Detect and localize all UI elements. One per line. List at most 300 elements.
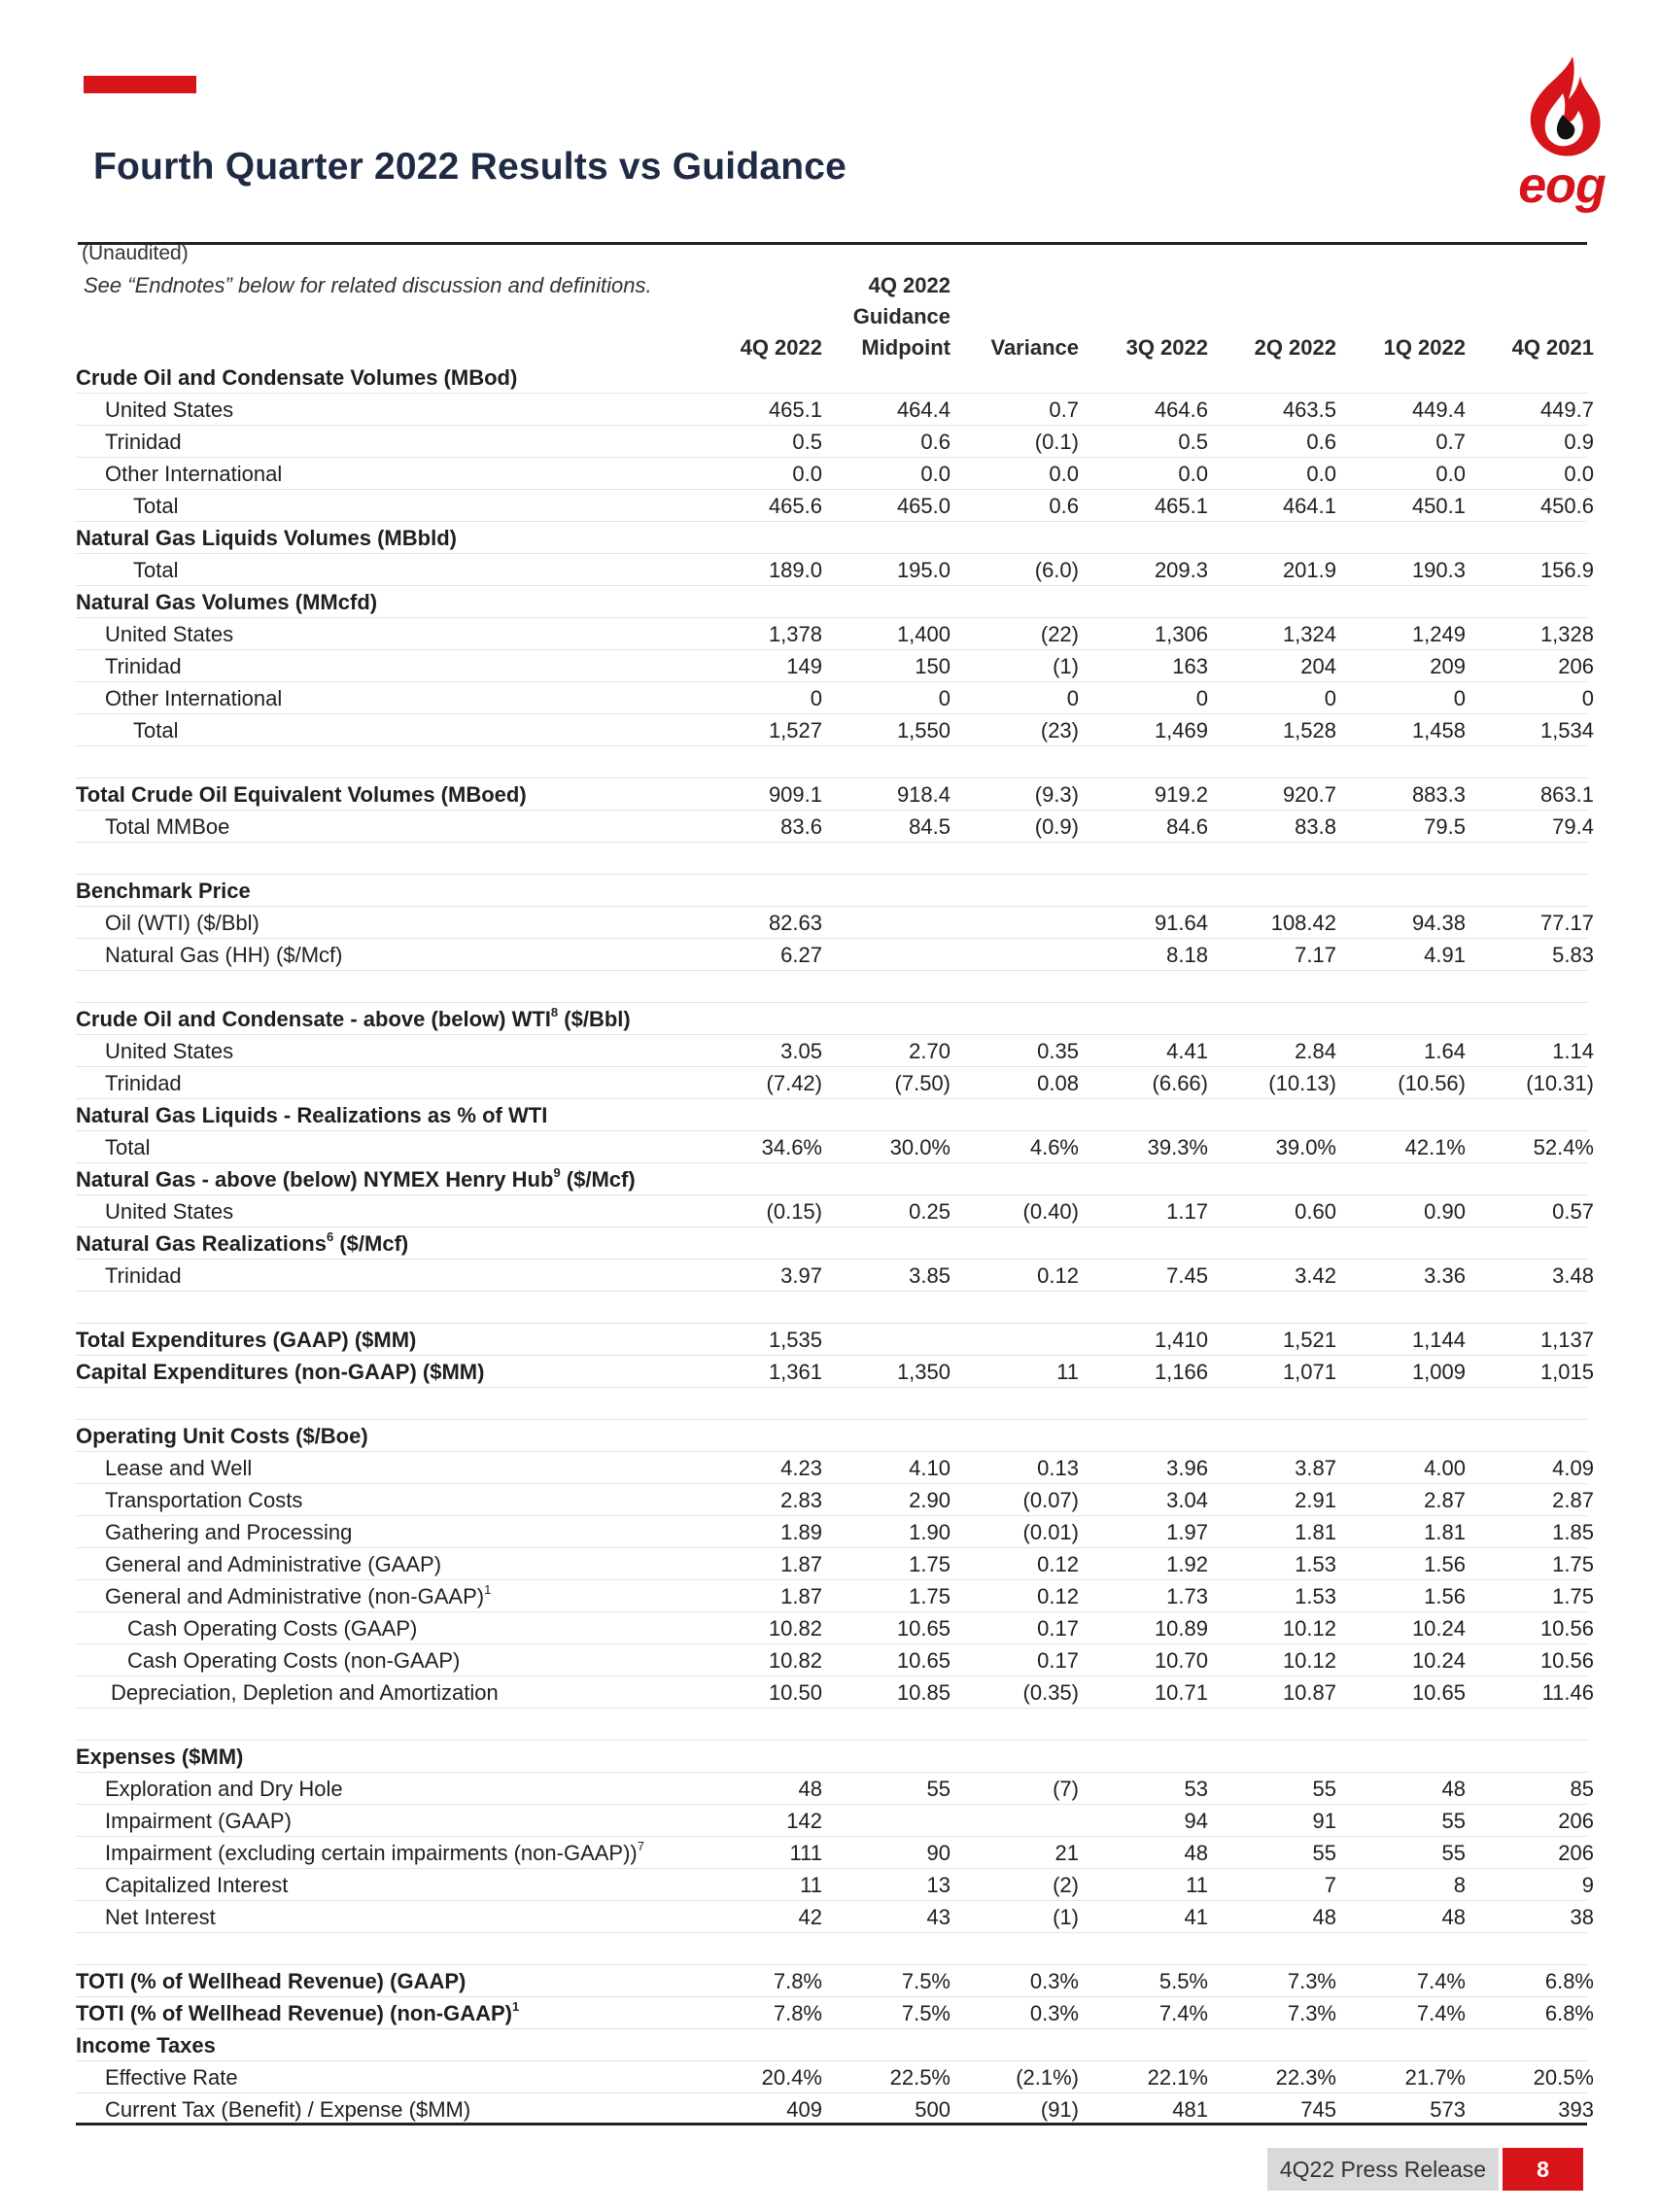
table-cell: 1,521 xyxy=(1282,1328,1336,1352)
table-cell: 156.9 xyxy=(1539,558,1594,582)
row-label xyxy=(105,1777,343,1802)
row-label xyxy=(105,622,233,647)
row-label-text: Natural Gas - above (below) NYMEX Henry Hub xyxy=(76,1167,554,1192)
table-cell: 83.8 xyxy=(1295,814,1336,839)
table-cell: (1) xyxy=(1053,654,1079,678)
table-cell: 0.13 xyxy=(1037,1456,1079,1480)
section-row xyxy=(76,1227,1587,1260)
row-label xyxy=(76,1424,368,1449)
row-label-text: Natural Gas Volumes (MMcfd) xyxy=(76,590,378,614)
table-cell: 0.60 xyxy=(1295,1199,1336,1224)
table-row xyxy=(76,714,1594,746)
row-label-text: TOTI (% of Wellhead Revenue) (non-GAAP) xyxy=(76,2001,512,2025)
table-cell: 0.5 xyxy=(1178,430,1208,454)
row-label-text: Total xyxy=(133,494,179,518)
row-label-text: Impairment (excluding certain impairments (non-GAAP)) xyxy=(105,1841,638,1865)
row-label xyxy=(127,1648,460,1674)
table-cell: 2.87 xyxy=(1424,1488,1466,1512)
row-label-text: Natural Gas Realizations xyxy=(76,1231,327,1256)
row-label-text: Capitalized Interest xyxy=(105,1873,289,1897)
row-label-text: Oil (WTI) ($/Bbl) xyxy=(105,911,259,935)
table-cell: 55 xyxy=(926,1777,950,1801)
row-label-text: Cash Operating Costs (non-GAAP) xyxy=(127,1648,461,1673)
row-label-text: Crude Oil and Condensate Volumes (MBod) xyxy=(76,365,518,390)
table-cell: 55 xyxy=(1312,1841,1336,1865)
table-cell: 1.90 xyxy=(909,1520,950,1544)
table-cell: 0.12 xyxy=(1037,1552,1079,1576)
table-row xyxy=(76,1773,1594,1805)
row-label xyxy=(105,397,233,423)
table-cell: 0 xyxy=(1453,686,1466,710)
table-cell: 10.70 xyxy=(1154,1648,1208,1673)
spacer-row xyxy=(76,746,1587,778)
row-label xyxy=(105,911,259,936)
table-cell: 48 xyxy=(1184,1841,1208,1865)
table-cell: 745 xyxy=(1300,2097,1336,2122)
table-cell: 38 xyxy=(1570,1905,1594,1929)
table-cell: 4.09 xyxy=(1552,1456,1594,1480)
table-row xyxy=(76,1484,1594,1516)
row-label xyxy=(105,1584,491,1609)
table-cell: 1.73 xyxy=(1166,1584,1208,1608)
table-cell: 0.17 xyxy=(1037,1648,1079,1673)
column-header: 4Q 2022 xyxy=(740,335,822,360)
row-label xyxy=(105,1199,233,1225)
column-header: 4Q 2022 Guidance Midpoint xyxy=(852,273,950,360)
row-label xyxy=(76,365,517,391)
table-cell: (22) xyxy=(1040,622,1079,646)
table-cell: 7.5% xyxy=(901,2001,950,2025)
table-cell: 10.82 xyxy=(768,1616,822,1641)
row-label-text: Gathering and Processing xyxy=(105,1520,353,1544)
table-cell: 0.57 xyxy=(1552,1199,1594,1224)
table-cell: 0 xyxy=(1195,686,1208,710)
logo-text: eog xyxy=(1518,157,1606,214)
results-table xyxy=(76,362,1594,2126)
row-label xyxy=(105,814,229,840)
column-header: 1Q 2022 xyxy=(1383,335,1466,360)
table-cell: 0.6 xyxy=(1049,494,1079,518)
row-label-text: United States xyxy=(105,1039,234,1063)
table-cell: 0.0 xyxy=(792,462,822,486)
table-cell: 0.25 xyxy=(909,1199,950,1224)
table-cell: 21 xyxy=(1054,1841,1079,1865)
table-cell: 206 xyxy=(1558,1841,1594,1865)
table-cell: 1,350 xyxy=(896,1360,950,1384)
table-cell: 206 xyxy=(1558,654,1594,678)
table-cell: 3.87 xyxy=(1295,1456,1336,1480)
section-row xyxy=(76,522,1587,554)
section-row xyxy=(76,2029,1587,2061)
column-header: 3Q 2022 xyxy=(1125,335,1208,360)
table-cell: 52.4% xyxy=(1533,1135,1594,1159)
table-cell: 0.0 xyxy=(1435,462,1466,486)
section-row xyxy=(76,1420,1587,1452)
table-cell: 919.2 xyxy=(1154,782,1208,807)
table-cell: 0.17 xyxy=(1037,1616,1079,1641)
table-cell: 465.6 xyxy=(768,494,822,518)
table-row xyxy=(76,2061,1594,2093)
row-label xyxy=(105,2065,238,2091)
table-cell: 111 xyxy=(789,1841,822,1865)
table-cell: 7.3% xyxy=(1287,2001,1336,2025)
table-row xyxy=(76,1452,1594,1484)
table-cell: 3.97 xyxy=(780,1263,822,1288)
row-label-text: Benchmark Price xyxy=(76,879,251,903)
spacer-row xyxy=(76,1292,1587,1324)
row-label-text: Depreciation, Depletion and Amortization xyxy=(111,1680,499,1705)
press-release-tag: 4Q22 Press Release xyxy=(1267,2148,1499,2191)
table-cell: 0.0 xyxy=(1178,462,1208,486)
row-label xyxy=(76,1969,466,1994)
table-cell: 863.1 xyxy=(1539,782,1594,807)
table-cell: (7) xyxy=(1053,1777,1079,1801)
row-label-text: Total xyxy=(133,558,179,582)
column-header: 2Q 2022 xyxy=(1254,335,1336,360)
endnote-marker: 8 xyxy=(550,1005,559,1020)
table-cell: 3.42 xyxy=(1295,1263,1336,1288)
table-row xyxy=(76,1901,1594,1933)
table-cell: 465.1 xyxy=(1154,494,1208,518)
table-cell: 1.75 xyxy=(909,1552,950,1576)
section-row xyxy=(76,362,1587,394)
table-cell: 91.64 xyxy=(1154,911,1208,935)
table-cell: 201.9 xyxy=(1282,558,1336,582)
table-cell: 79.4 xyxy=(1552,814,1594,839)
table-cell: 206 xyxy=(1558,1809,1594,1833)
table-cell: 0.3% xyxy=(1029,1969,1079,1993)
table-cell: 481 xyxy=(1172,2097,1208,2122)
table-cell: 55 xyxy=(1312,1777,1336,1801)
table-cell: 48 xyxy=(1441,1777,1466,1801)
table-cell: 189.0 xyxy=(768,558,822,582)
table-cell: (0.07) xyxy=(1022,1488,1079,1512)
section-row xyxy=(76,1324,1594,1356)
table-cell: 464.4 xyxy=(896,397,950,422)
row-label-text: Natural Gas (HH) ($/Mcf) xyxy=(105,943,343,967)
row-label-text: Natural Gas Liquids - Realizations as % of WTI xyxy=(76,1103,548,1127)
row-label-text: Total Expenditures (GAAP) ($MM) xyxy=(76,1328,417,1352)
table-cell: 11 xyxy=(1056,1360,1079,1384)
row-label-text: TOTI (% of Wellhead Revenue) (GAAP) xyxy=(76,1969,467,1993)
table-cell: 1.56 xyxy=(1424,1584,1466,1608)
table-cell: 34.6% xyxy=(761,1135,822,1159)
table-cell: 1.64 xyxy=(1424,1039,1466,1063)
table-cell: 0.35 xyxy=(1037,1039,1079,1063)
row-label-text: Cash Operating Costs (GAAP) xyxy=(127,1616,418,1641)
table-cell: 1.87 xyxy=(780,1552,822,1576)
table-cell: 48 xyxy=(798,1777,822,1801)
table-cell: 409 xyxy=(786,2097,822,2122)
spacer-row xyxy=(76,843,1587,875)
row-label xyxy=(105,1552,441,1577)
table-cell: 149 xyxy=(786,654,822,678)
table-cell: (10.31) xyxy=(1526,1071,1594,1095)
table-cell: 7.45 xyxy=(1166,1263,1208,1288)
table-cell: 209.3 xyxy=(1154,558,1208,582)
table-row xyxy=(76,1676,1594,1709)
row-label-text: Income Taxes xyxy=(76,2033,216,2057)
table-cell: 393 xyxy=(1558,2097,1594,2122)
table-cell: 10.65 xyxy=(1411,1680,1466,1705)
row-label-text: Trinidad xyxy=(105,430,182,454)
table-cell: 10.12 xyxy=(1282,1648,1336,1673)
table-cell: 150 xyxy=(915,654,950,678)
table-cell: (0.1) xyxy=(1034,430,1079,454)
table-cell: 465.1 xyxy=(768,397,822,422)
row-label-text: Net Interest xyxy=(105,1905,216,1929)
table-cell: 6.27 xyxy=(780,943,822,967)
table-cell: 1,378 xyxy=(768,622,822,646)
row-label xyxy=(133,718,178,743)
table-row xyxy=(76,1805,1594,1837)
table-cell: 3.85 xyxy=(909,1263,950,1288)
table-cell: 91 xyxy=(1312,1809,1336,1833)
table-cell: 0.9 xyxy=(1564,430,1594,454)
table-cell: 464.6 xyxy=(1154,397,1208,422)
table-cell: 10.87 xyxy=(1282,1680,1336,1705)
endnote-marker: 7 xyxy=(637,1839,644,1853)
table-cell: (9.3) xyxy=(1034,782,1079,807)
table-cell: 10.56 xyxy=(1539,1616,1594,1641)
table-cell: (10.13) xyxy=(1268,1071,1336,1095)
table-cell: 1,166 xyxy=(1154,1360,1208,1384)
table-cell: 7 xyxy=(1324,1873,1336,1897)
table-cell: 41 xyxy=(1184,1905,1208,1929)
table-cell: 0 xyxy=(938,686,950,710)
row-label xyxy=(105,686,282,711)
table-cell: (23) xyxy=(1040,718,1079,743)
table-cell: 11.46 xyxy=(1541,1680,1594,1705)
table-cell: 10.71 xyxy=(1154,1680,1208,1705)
table-cell: 94 xyxy=(1184,1809,1208,1833)
table-cell: 500 xyxy=(915,2097,950,2122)
row-label xyxy=(76,1745,243,1770)
table-cell: 2.87 xyxy=(1552,1488,1594,1512)
row-label-text: Total Crude Oil Equivalent Volumes (MBoed) xyxy=(76,782,527,807)
row-label xyxy=(76,1328,416,1353)
table-cell: 450.1 xyxy=(1411,494,1466,518)
table-cell: 0 xyxy=(810,686,822,710)
row-label-text: United States xyxy=(105,1199,234,1224)
page-number: 8 xyxy=(1503,2148,1583,2191)
table-row xyxy=(76,907,1594,939)
table-row xyxy=(76,811,1594,843)
table-cell: 1,137 xyxy=(1539,1328,1594,1352)
table-cell: 573 xyxy=(1430,2097,1466,2122)
table-cell: 450.6 xyxy=(1539,494,1594,518)
table-row xyxy=(76,1837,1594,1869)
table-cell: 10.65 xyxy=(896,1616,950,1641)
table-cell: 0.0 xyxy=(1306,462,1336,486)
table-cell: 195.0 xyxy=(896,558,950,582)
table-cell: 3.36 xyxy=(1424,1263,1466,1288)
section-row xyxy=(76,1003,1587,1035)
row-label-text: Current Tax (Benefit) / Expense ($MM) xyxy=(105,2097,471,2122)
table-cell: 4.91 xyxy=(1424,943,1466,967)
table-cell: 0.90 xyxy=(1424,1199,1466,1224)
table-cell: 920.7 xyxy=(1282,782,1336,807)
endnote-marker: 9 xyxy=(553,1165,561,1180)
table-cell: 209 xyxy=(1430,654,1466,678)
section-row xyxy=(76,1099,1587,1131)
table-cell: 1,410 xyxy=(1154,1328,1208,1352)
row-label xyxy=(76,1007,631,1032)
table-row xyxy=(76,1644,1594,1676)
unaudited-label: (Unaudited) xyxy=(82,242,189,264)
table-cell: 1,527 xyxy=(768,718,822,743)
row-label xyxy=(127,1616,417,1642)
table-cell: 1,328 xyxy=(1539,622,1594,646)
endnote-marker: 6 xyxy=(326,1229,334,1244)
table-row xyxy=(76,1195,1594,1227)
table-cell: (0.15) xyxy=(766,1199,822,1224)
spacer-row xyxy=(76,1709,1587,1741)
table-cell: 1.75 xyxy=(1552,1552,1594,1576)
table-cell: 883.3 xyxy=(1411,782,1466,807)
table-row xyxy=(76,1260,1594,1292)
table-cell: 84.6 xyxy=(1166,814,1208,839)
table-cell: 22.3% xyxy=(1275,2065,1336,2090)
table-cell: 4.00 xyxy=(1424,1456,1466,1480)
row-label-text: Other International xyxy=(105,462,283,486)
table-cell: 1.17 xyxy=(1166,1199,1208,1224)
section-row xyxy=(76,1163,1587,1195)
row-label-text: United States xyxy=(105,622,234,646)
table-cell: 3.48 xyxy=(1552,1263,1594,1288)
table-cell: 90 xyxy=(926,1841,950,1865)
table-cell: (2) xyxy=(1053,1873,1079,1897)
table-cell: 8.18 xyxy=(1166,943,1208,967)
table-cell: 0 xyxy=(1324,686,1336,710)
row-label-text: Total xyxy=(133,718,179,743)
row-label-text: General and Administrative (GAAP) xyxy=(105,1552,442,1576)
table-cell: 1,015 xyxy=(1539,1360,1594,1384)
table-row xyxy=(76,1869,1594,1901)
row-label-text: Capital Expenditures (non-GAAP) ($MM) xyxy=(76,1360,485,1384)
row-label-suffix: ($/Mcf) xyxy=(560,1167,636,1192)
row-label-text: Trinidad xyxy=(105,1263,182,1288)
row-label xyxy=(133,494,178,519)
table-cell: 42 xyxy=(798,1905,822,1929)
table-row xyxy=(76,1131,1594,1163)
spacer-row xyxy=(76,1933,1587,1965)
table-cell: 0.0 xyxy=(1049,462,1079,486)
table-cell: 7.4% xyxy=(1416,1969,1466,1993)
table-cell: 0.08 xyxy=(1037,1071,1079,1095)
table-cell: 0.7 xyxy=(1435,430,1466,454)
section-row xyxy=(76,1965,1594,1997)
row-label xyxy=(76,879,251,904)
table-cell: 6.8% xyxy=(1544,1969,1594,1993)
table-cell: 1,009 xyxy=(1411,1360,1466,1384)
table-cell: 1,071 xyxy=(1282,1360,1336,1384)
table-cell: 83.6 xyxy=(780,814,822,839)
table-row xyxy=(76,426,1594,458)
table-cell: 3.96 xyxy=(1166,1456,1208,1480)
row-label xyxy=(105,943,342,968)
table-row xyxy=(76,1516,1594,1548)
table-cell: 43 xyxy=(926,1905,950,1929)
row-label xyxy=(76,1103,547,1128)
table-cell: 0.3% xyxy=(1029,2001,1079,2025)
row-label-text: Trinidad xyxy=(105,654,182,678)
row-label-text: Total xyxy=(105,1135,151,1159)
table-cell: 1,144 xyxy=(1411,1328,1466,1352)
row-label xyxy=(76,2001,519,2026)
table-cell: 0.12 xyxy=(1037,1584,1079,1608)
row-label xyxy=(105,1039,233,1064)
row-label-text: Impairment (GAAP) xyxy=(105,1809,292,1833)
row-label-text: United States xyxy=(105,397,234,422)
table-cell: 1.75 xyxy=(909,1584,950,1608)
table-cell: 7.8% xyxy=(773,2001,822,2025)
row-label xyxy=(105,2097,470,2123)
table-cell: 4.41 xyxy=(1166,1039,1208,1063)
row-label-text: Operating Unit Costs ($/Boe) xyxy=(76,1424,368,1448)
table-cell: (1) xyxy=(1053,1905,1079,1929)
table-row xyxy=(76,618,1594,650)
table-cell: (0.35) xyxy=(1022,1680,1079,1705)
table-row xyxy=(76,458,1594,490)
table-cell: (0.9) xyxy=(1034,814,1079,839)
table-cell: 204 xyxy=(1300,654,1336,678)
table-cell: 10.12 xyxy=(1282,1616,1336,1641)
row-label xyxy=(76,1167,636,1192)
table-cell: 1,550 xyxy=(896,718,950,743)
table-cell: 10.85 xyxy=(896,1680,950,1705)
table-cell: 1.89 xyxy=(780,1520,822,1544)
table-cell: 0.0 xyxy=(920,462,950,486)
endnotes-note: See “Endnotes” below for related discussion and definitions. xyxy=(84,273,652,297)
row-label-text: Effective Rate xyxy=(105,2065,238,2090)
table-cell: 5.5% xyxy=(1158,1969,1208,1993)
section-row xyxy=(76,586,1587,618)
table-cell: 39.0% xyxy=(1275,1135,1336,1159)
row-label xyxy=(105,1135,150,1160)
table-cell: 77.17 xyxy=(1539,911,1594,935)
row-label-suffix: ($/Bbl) xyxy=(558,1007,631,1031)
table-cell: 13 xyxy=(926,1873,950,1897)
table-cell: 10.24 xyxy=(1411,1616,1466,1641)
table-row xyxy=(76,650,1594,682)
row-label xyxy=(105,1809,292,1834)
table-cell: (91) xyxy=(1040,2097,1079,2122)
table-cell: 94.38 xyxy=(1411,911,1466,935)
header-rule xyxy=(78,242,1587,245)
row-label-text: Total MMBoe xyxy=(105,814,230,839)
table-cell: 0 xyxy=(1066,686,1079,710)
row-label xyxy=(105,1520,352,1545)
table-cell: 55 xyxy=(1441,1841,1466,1865)
table-cell: 1,535 xyxy=(768,1328,822,1352)
row-label xyxy=(105,430,182,455)
table-cell: 1.56 xyxy=(1424,1552,1466,1576)
page-title: Fourth Quarter 2022 Results vs Guidance xyxy=(93,146,847,188)
table-cell: (0.01) xyxy=(1022,1520,1079,1544)
table-cell: 1.92 xyxy=(1166,1552,1208,1576)
table-cell: 53 xyxy=(1184,1777,1208,1801)
row-label-text: Crude Oil and Condensate - above (below) WTI xyxy=(76,1007,551,1031)
table-cell: 0.5 xyxy=(792,430,822,454)
table-cell: (7.42) xyxy=(766,1071,822,1095)
row-label xyxy=(76,782,527,808)
table-cell: 7.5% xyxy=(901,1969,950,1993)
row-label-text: Other International xyxy=(105,686,283,710)
section-row xyxy=(76,778,1594,811)
eog-flame-logo-icon xyxy=(1504,54,1619,220)
table-cell: 1,306 xyxy=(1154,622,1208,646)
